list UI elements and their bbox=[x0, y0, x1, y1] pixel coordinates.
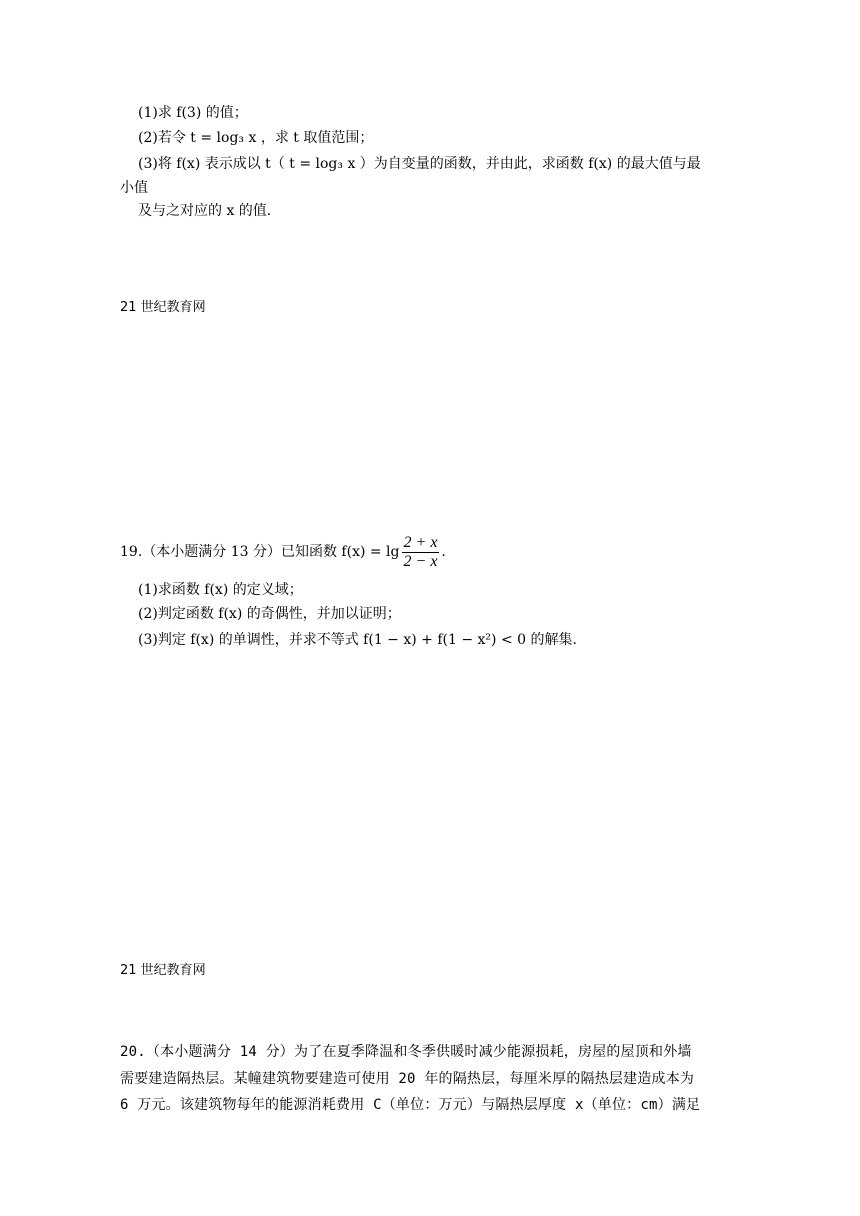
q20-line1: 20.（本小题满分 14 分）为了在夏季降温和冬季供暖时减少能源损耗，房屋的屋顶和外墙 bbox=[120, 1044, 692, 1060]
q19-part1: (1)求函数 f(x) 的定义域； bbox=[138, 582, 303, 598]
q20-line2: 需要建造隔热层。某幢建筑物要建造可使用 20 年的隔热层，每厘米厚的隔热层建造成本为 bbox=[120, 1071, 695, 1087]
q20-line3: 6 万元。该建筑物每年的能源消耗费用 C（单位：万元）与隔热层厚度 x（单位：cm）满足 bbox=[120, 1097, 701, 1113]
q19-part3: (3)判定 f(x) 的单调性，并求不等式 f(1 − x) + f(1 − x²) < 0 的解集. bbox=[138, 632, 577, 648]
fraction-denominator: 2 − x bbox=[403, 552, 438, 570]
q19-fraction bbox=[402, 534, 440, 571]
q18-part3-cont: 小值 bbox=[120, 180, 148, 196]
fraction-numerator: 2 + x bbox=[403, 533, 438, 551]
q19-tail: . bbox=[441, 544, 446, 560]
q19-stem bbox=[120, 532, 446, 572]
watermark-text: 21 世纪教育网 bbox=[120, 300, 206, 315]
q18-part2: (2)若令 t = log₃ x ，求 t 取值范围； bbox=[138, 130, 374, 146]
q18-part1: (1)求 f(3) 的值； bbox=[138, 105, 248, 121]
q18-part3-cont2: 及与之对应的 x 的值. bbox=[138, 203, 272, 219]
watermark-text-2: 21 世纪教育网 bbox=[120, 963, 206, 978]
q18-part3: (3)将 f(x) 表示成以 t（ t = log₃ x ）为自变量的函数，并由此，求函数 f(x) 的最大值与最 bbox=[138, 156, 701, 172]
q19-head: 19.（本小题满分 13 分）已知函数 f(x) = lg bbox=[120, 544, 400, 560]
q19-part2: (2)判定函数 f(x) 的奇偶性，并加以证明； bbox=[138, 606, 401, 622]
